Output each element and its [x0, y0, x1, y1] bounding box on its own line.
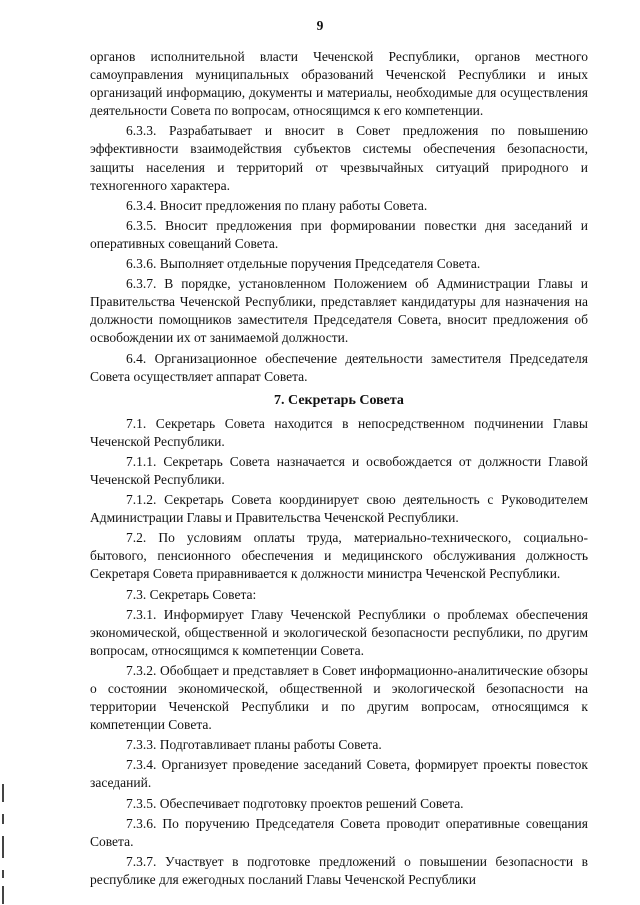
paragraph-7-3-3: 7.3.3. Подготавливает планы работы Совета.: [126, 737, 382, 753]
paragraph-7-1-2: 7.1.2. Секретарь Совета координирует свою деятельность с Руководителем Администрации Главы и Правительства Чеченской Республики.: [90, 492, 588, 526]
paragraph-continuation: органов исполнительной власти Чеченской Республики, органов местного самоуправления муниципальных образований Чеченской Республики и иных организаций информацию, документы и материалы, необходимые для осуществления деятельности Совета по вопросам, относящимся к его компетенции.: [90, 49, 588, 119]
paragraph-7-3-6: 7.3.6. По поручению Председателя Совета проводит оперативные совещания Совета.: [90, 815, 588, 849]
section-heading: 7. Секретарь Совета: [274, 392, 404, 408]
paragraph-7-2: 7.2. По условиям оплаты труда, материально-технического, социально-бытового, пенсионного обеспечения и медицинского обслуживания должность Секретаря Совета приравнивается к должности министра Чеченской Республики.: [90, 530, 588, 582]
paragraph-6-3-7: 6.3.7. В порядке, установленном Положением об Администрации Главы и Правительства Чеченской Республики, представляет кандидатуры для назначения на должности помощников заместителя Председателя Совета, вносит предложения об освобождении их от занимаемой должности.: [90, 276, 588, 346]
page-number: 9: [316, 18, 324, 33]
paragraph-6-3-5: 6.3.5. Вносит предложения при формировании повестки дня заседаний и оперативных совещаний Совета.: [90, 217, 588, 251]
document-body: [90, 46, 588, 889]
paragraph-7-3-5: 7.3.5. Обеспечивает подготовку проектов решений Совета.: [126, 795, 464, 811]
paragraph-7-3-7: 7.3.7. Участвует в подготовке предложений о повышении безопасности в республике для ежегодных посланий Главы Чеченской Республики: [90, 853, 588, 887]
paragraph-7-3-2: 7.3.2. Обобщает и представляет в Совет информационно-аналитические обзоры о состоянии экономической, общественной и экологической безопасности на территории Чеченской Республики и по другим вопросам, относящимся к компетенции Совета.: [90, 662, 588, 733]
paragraph-6-3-4: 6.3.4. Вносит предложения по плану работы Совета.: [126, 197, 428, 213]
paragraph-6-3-6: 6.3.6. Выполняет отдельные поручения Председателя Совета.: [126, 256, 481, 272]
paragraph-7-1-1: 7.1.1. Секретарь Совета назначается и освобождается от должности Главой Чеченской Республики.: [90, 453, 588, 487]
paragraph-6-4: 6.4. Организационное обеспечение деятельности заместителя Председателя Совета осуществляет аппарат Совета.: [90, 350, 588, 384]
paragraph-7-3-1: 7.3.1. Информирует Главу Чеченской Республики о проблемах обеспечения экономической, общественной и экологической безопасности республики, по другим вопросам, относящимся к компетенции Совета.: [90, 606, 588, 658]
paragraph-6-3-3: 6.3.3. Разрабатывает и вносит в Совет предложения по повышению эффективности взаимодействия субъектов системы обеспечения безопасности, защиты населения и территорий от чрезвычайных ситуаций природного и техногенного характера.: [90, 123, 588, 193]
scan-margin-marks: [2, 784, 8, 904]
paragraph-7-1: 7.1. Секретарь Совета находится в непосредственном подчинении Главы Чеченской Республики.: [90, 415, 588, 449]
paragraph-7-3: 7.3. Секретарь Совета:: [126, 586, 257, 602]
paragraph-7-3-4: 7.3.4. Организует проведение заседаний Совета, формирует проекты повесток заседаний.: [90, 757, 588, 791]
